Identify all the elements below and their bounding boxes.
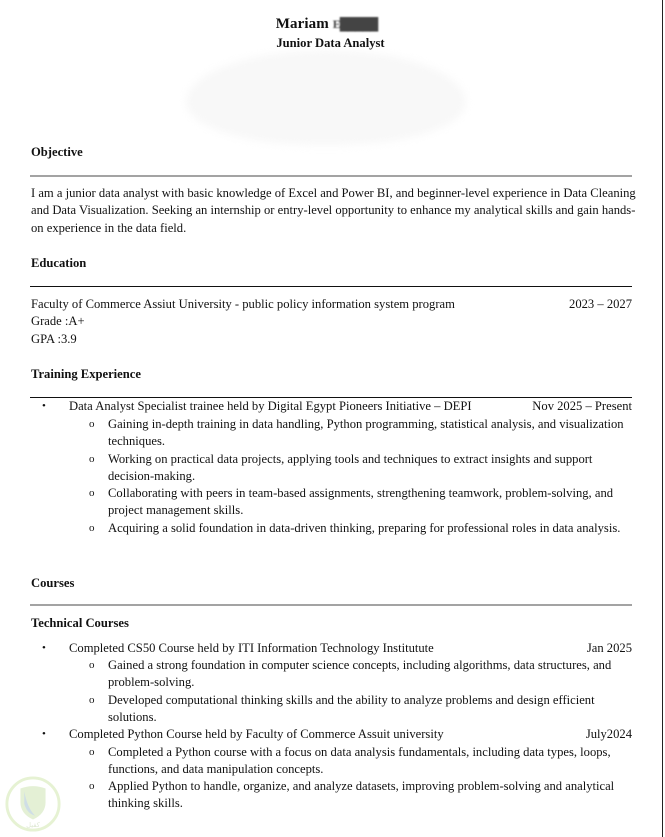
sub-bullet-icon: o <box>89 522 95 534</box>
training-point-text: Acquiring a solid foundation in data-driven thinking, preparing for professional roles in data analysis. <box>108 521 621 535</box>
course-point-text: Developed computational thinking skills and the ability to analyze problems and design efficient solutions. <box>108 693 595 725</box>
job-title: Junior Data Analyst <box>276 36 385 50</box>
course-dates: July2024 <box>585 727 632 741</box>
training-title: Data Analyst Specialist trainee held by Digital Egypt Pioneers Initiative – DEPI <box>69 399 472 413</box>
bullet-icon: • <box>42 728 46 740</box>
objective-text: I am a junior data analyst with basic knowledge of Excel and Power BI, and beginner-level experience in Data Cleaning and Data Visualization. Seeking an internship or entry-level opportunity to enhance my analytical skills and gain hands-on experience in the data field. <box>31 186 636 235</box>
bullet-icon: • <box>42 642 46 654</box>
section-heading-courses: Courses <box>31 576 75 590</box>
training-point-text: Collaborating with peers in team-based assignments, strengthening teamwork, problem-solving, and project management skills. <box>108 486 614 518</box>
course-point-text: Applied Python to handle, organize, and analyze datasets, improving problem-solving and analytical thinking skills. <box>108 779 615 811</box>
education-grade: Grade :A+ <box>31 314 85 328</box>
page-edge-border <box>662 0 663 837</box>
section-heading-objective: Objective <box>31 145 83 159</box>
training-dates: Nov 2025 – Present <box>532 399 632 413</box>
sub-bullet-icon: o <box>89 659 95 671</box>
sub-bullet-icon: o <box>89 487 95 499</box>
resume-header <box>0 16 665 51</box>
sub-bullet-icon: o <box>89 418 95 430</box>
education-dates: 2023 – 2027 <box>569 297 632 311</box>
sub-bullet-icon: o <box>89 694 95 706</box>
shield-logo-icon <box>4 775 62 833</box>
first-name: Mariam <box>275 16 329 32</box>
sub-bullet-icon: o <box>89 780 95 792</box>
watermark-text: كفيل <box>26 821 40 830</box>
course-point-text: Completed a Python course with a focus on data analysis fundamentals, including data types, loops, functions, and data manipulation concepts. <box>108 745 611 777</box>
bullet-icon: • <box>42 400 46 412</box>
course-title: Completed CS50 Course held by ITI Information Technology Institutute <box>69 641 434 655</box>
section-divider <box>30 604 632 606</box>
training-point-text: Gaining in-depth training in data handling, Python programming, statistical analysis, and visualization techniques. <box>108 417 624 449</box>
candidate-name <box>0 16 659 33</box>
last-name-redacted: E█████ <box>332 17 378 31</box>
section-divider <box>30 286 632 287</box>
subheading-technical-courses: Technical Courses <box>31 616 129 630</box>
course-point-text: Gained a strong foundation in computer science concepts, including algorithms, data structures, and problem-solving. <box>108 658 612 690</box>
section-heading-education: Education <box>31 256 87 270</box>
redacted-contact-info <box>186 50 466 145</box>
section-divider <box>30 175 632 177</box>
course-title: Completed Python Course held by Faculty of Commerce Assuit university <box>69 727 444 741</box>
education-gpa: GPA :3.9 <box>31 332 77 346</box>
section-heading-training: Training Experience <box>31 367 141 381</box>
education-institution: Faculty of Commerce Assiut University - public policy information system program <box>31 297 455 311</box>
training-point-text: Working on practical data projects, applying tools and techniques to extract insights and support decision-making. <box>108 452 593 484</box>
sub-bullet-icon: o <box>89 746 95 758</box>
sub-bullet-icon: o <box>89 453 95 465</box>
course-dates: Jan 2025 <box>586 641 632 655</box>
